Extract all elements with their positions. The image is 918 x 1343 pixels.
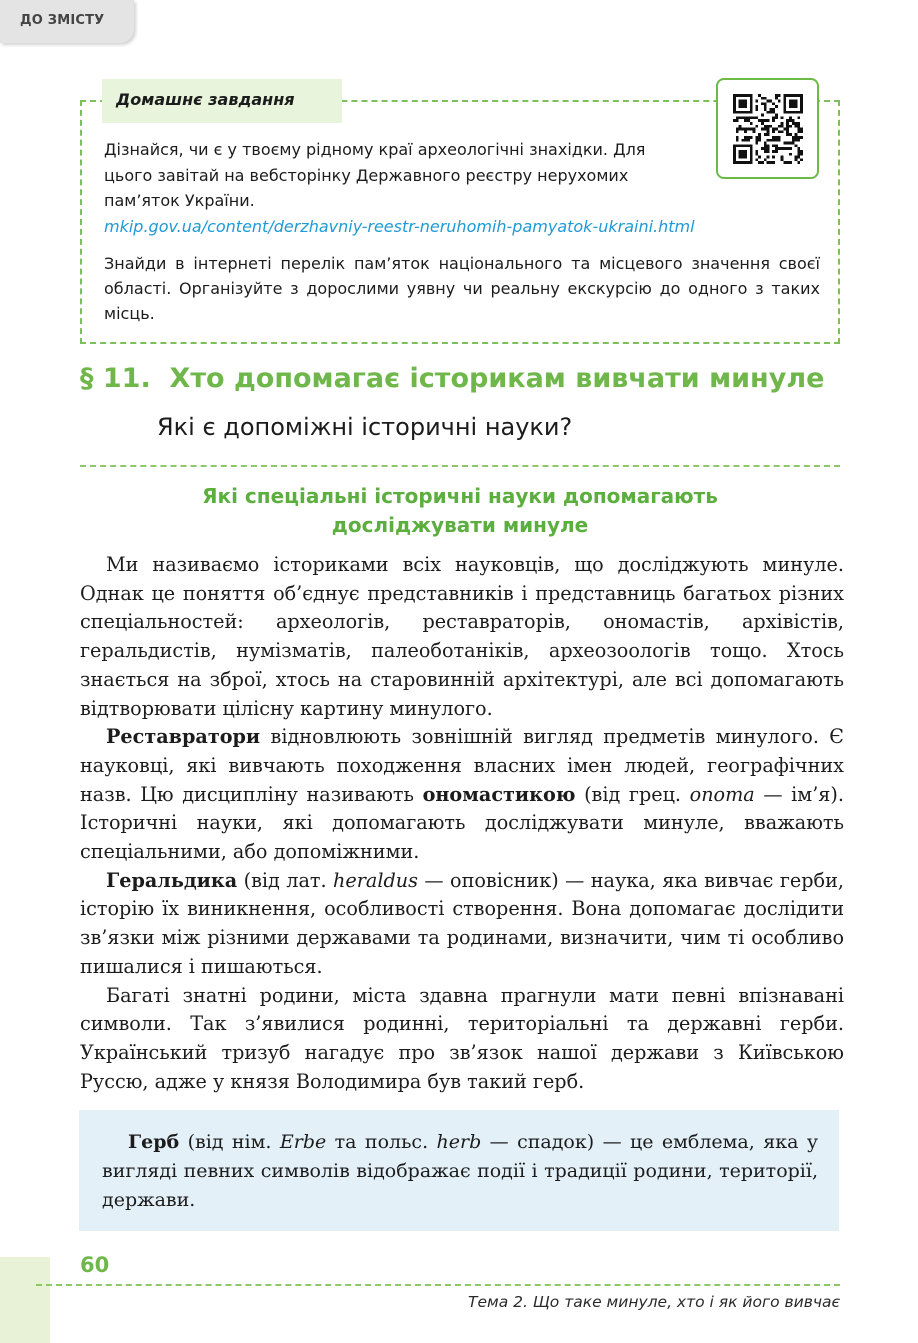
homework-text: Дізнайся, чи є у твоєму рідному краї археологічні знахідки. Для цього завітай на вебсторінку Державного реєстру нерухомих пам’яток України. [104, 140, 646, 210]
latin-word: heraldus [333, 868, 418, 892]
page-tab [0, 1257, 50, 1343]
homework-label: Домашнє завдання [102, 79, 342, 123]
section-question: Які є допоміжні історичні науки? [157, 413, 573, 441]
section-number: § 11. [80, 363, 151, 394]
main-text [80, 551, 844, 1096]
subheading-line1: Які спеціальні історичні науки допомагають [202, 484, 718, 508]
section-title-text: Хто допомагає історикам вивчати минуле [169, 363, 825, 394]
paragraph: Багаті знатні родини, міста здавна прагнули мати певні впізнавані символи. Так з’явилися родинні, територіальні та державні герби. Український тризуб нагадує про зв’язок нашої держави з Київською Руссю, адже у князя Володимира був такий герб. [80, 983, 844, 1093]
greek-word: onoma [689, 782, 755, 806]
paragraph: Ми називаємо істориками всіх науковців, що досліджують минуле. Однак це поняття об’єднує представників і представниць багатьох різних спеціальностей: археологів, реставраторів, ономастів, архівістів, геральдистів, нумізматів, палеоботаніків, археозоологів тощо. Хтось знається на зброї, хтось на старовинній архітектурі, але всі допомагають відтворювати цілісну картину минулого. [80, 553, 844, 720]
footer-divider [36, 1284, 840, 1286]
toc-button[interactable]: ДО ЗМІСТУ [0, 0, 134, 43]
footer-topic: Тема 2. Що таке минуле, хто і як його вивчає [468, 1293, 840, 1311]
term-restorers: Реставратори [106, 725, 261, 749]
subheading-line2: досліджувати минуле [331, 513, 589, 537]
term-coat-of-arms: Герб [128, 1131, 180, 1153]
paragraph: Реставратори відновлюють зовнішній вигляд предметів минулого. Є науковці, які вивчають походження власних імен людей, географічних назв. Цю дисципліну називають ономастикою (від грец. onoma — ім’я). Історичні науки, які допомагають досліджувати минуле, вважають спеціальними, або допоміжними. [80, 725, 844, 864]
term-heraldry: Геральдика [106, 868, 238, 892]
subheading [80, 482, 840, 540]
registry-link[interactable]: mkip.gov.ua/content/derzhavniy-reestr-neruhomih-pamyatok-ukraini.html [104, 217, 695, 236]
term-onomastics: ономастикою [422, 782, 576, 806]
page-number: 60 [80, 1253, 110, 1277]
qr-code[interactable] [716, 78, 819, 179]
section-title [80, 363, 880, 394]
qr-code-icon [733, 94, 803, 164]
divider [80, 465, 840, 467]
definition-text: Герб (від нім. Erbe та польс. herb — спадок) — це емблема, яка у вигляді певних символів відображає події і традиції родини, території, держави. [102, 1131, 819, 1211]
paragraph: Геральдика (від лат. heraldus — оповісник) — наука, яка вивчає герби, історію їх виникнення, особливості створення. Вона допомагає дослідити зв’язки між різними державами та родинами, визначити, чим ті особливо пишалися і пишаються. [80, 868, 844, 978]
homework-task: Знайди в інтернеті перелік пам’яток національного та місцевого значення своєї області. Організуйте з дорослими уявну чи реальну екскурсію до одного з таких місць. [104, 254, 820, 323]
